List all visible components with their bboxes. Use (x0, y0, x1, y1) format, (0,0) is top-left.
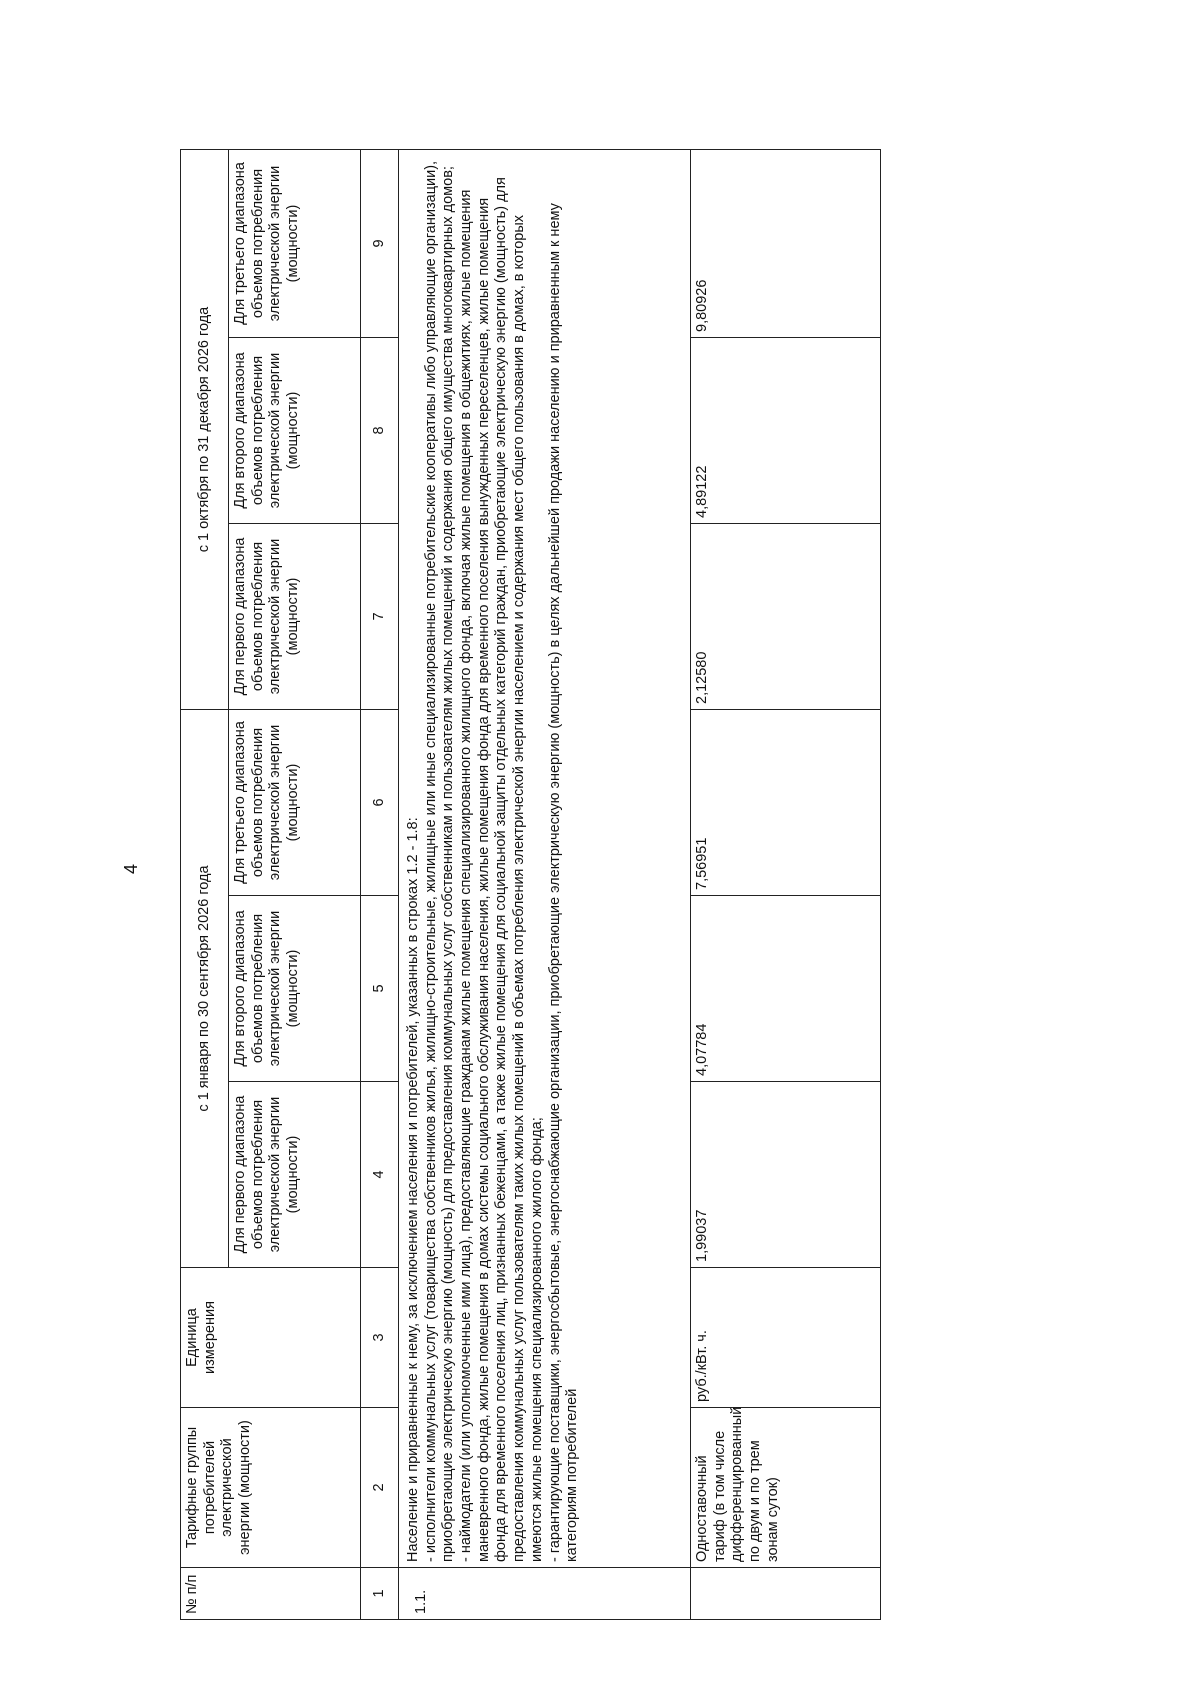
row-name: Одноставочный тариф (в том числе дифференцированный по двум и по трем зонам суток) (691, 1408, 881, 1568)
row-value: 4,07784 (691, 896, 881, 1082)
rotated-table-wrapper (180, 150, 880, 1620)
section-line: - наймодатели (или уполномоченные ими лица), предоставляющие гражданам жилые помещения специализированного жилищного фонда, включая жилые помещения в общежитиях, жилые помещения маневренного фонда, жилые помещения в домах системы социального обслуживания населения, жилые помещения фонда для временного поселения вынужденных переселенцев, жилые помещения фонда для временного поселения лиц, признанных беженцами, а также жилые помещения для социальной защиты отдельных категорий граждан, приобретающие электрическую энергию (мощность) для предоставления коммунальных услуг пользователям таких жилых помещений в объемах потребления электрической энергии населением и содержания мест общего пользования в домах, в которых имеются жилые помещения специализированного жилого фонда; (458, 177, 545, 1562)
column-number-row (361, 150, 399, 1620)
column-number: 4 (361, 1082, 399, 1268)
row-unit: руб./кВт. ч. (691, 1268, 881, 1408)
tariff-table (180, 149, 881, 1620)
header-range-2: Для второго диапазона объемов потребления электрической энергии (мощности) (229, 338, 361, 524)
row-num (691, 1568, 881, 1620)
section-num: 1.1. (399, 1568, 691, 1620)
row-value: 4,89122 (691, 338, 881, 524)
column-number: 6 (361, 710, 399, 896)
header-num: № п/п (181, 1568, 361, 1620)
row-value: 7,56951 (691, 710, 881, 896)
row-value: 9,80926 (691, 150, 881, 338)
section-line: Население и приравненные к нему, за исключением населения и потребителей, указанных в строках 1.2 - 1.8: (405, 817, 421, 1562)
column-number: 1 (361, 1568, 399, 1620)
column-number: 9 (361, 150, 399, 338)
section-line: - гарантирующие поставщики, энергосбытовые, энергоснабжающие организации, приобретающие электрическую энергию (мощность) в целях дальнейшей продажи населению и приравненным к нему категориям потребителей (546, 203, 581, 1562)
header-range-2: Для второго диапазона объемов потребления электрической энергии (мощности) (229, 896, 361, 1082)
header-group: Тарифные группы потребителей электрической энергии (мощности) (181, 1408, 361, 1568)
header-period-1: с 1 января по 30 сентября 2026 года (181, 710, 229, 1268)
column-number: 3 (361, 1268, 399, 1408)
section-row (399, 150, 691, 1620)
column-number: 2 (361, 1408, 399, 1568)
header-unit: Единица измерения (181, 1268, 361, 1408)
row-value: 1,99037 (691, 1082, 881, 1268)
header-range-3: Для третьего диапазона объемов потребления электрической энергии (мощности) (229, 150, 361, 338)
header-range-1: Для первого диапазона объемов потребления электрической энергии (мощности) (229, 1082, 361, 1268)
column-number: 7 (361, 524, 399, 710)
table-row (691, 150, 881, 1620)
header-range-3: Для третьего диапазона объемов потребления электрической энергии (мощности) (229, 710, 361, 896)
column-number: 5 (361, 896, 399, 1082)
column-number: 8 (361, 338, 399, 524)
row-value: 2,12580 (691, 524, 881, 710)
section-description (399, 150, 691, 1568)
header-range-1: Для первого диапазона объемов потребления электрической энергии (мощности) (229, 524, 361, 710)
section-line: - исполнители коммунальных услуг (товарищества собственников жилья, жилищно-строительные, жилищные или иные специализированные потребительские кооперативы либо управляющие организации), приобретающие электрическую энергию (мощность) для предоставления коммунальных услуг собственникам и пользователям жилых помещений и содержания общего имущества многоквартирных домов; (422, 160, 457, 1562)
page-number: 4 (121, 864, 141, 875)
header-period-2: с 1 октября по 31 декабря 2026 года (181, 150, 229, 710)
